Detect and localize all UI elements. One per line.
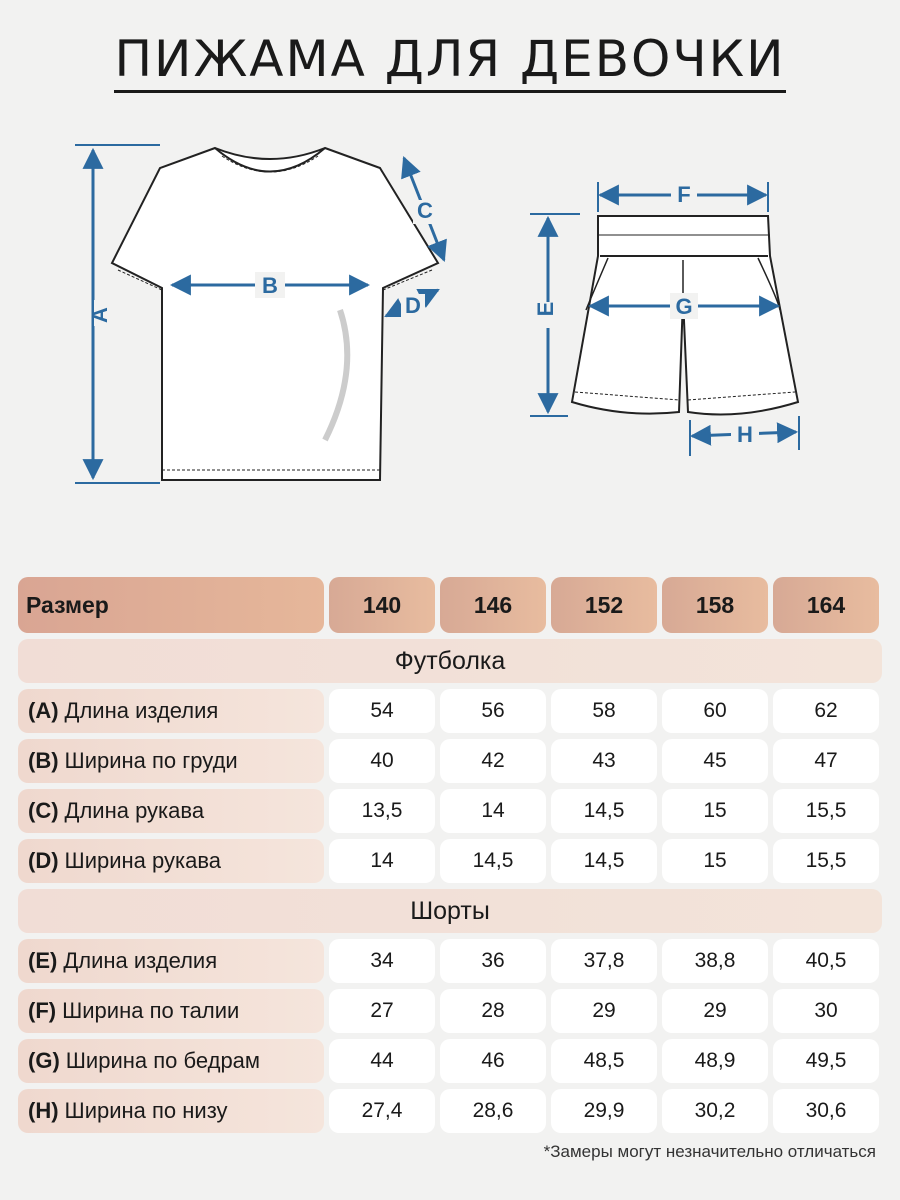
- table-row: [18, 989, 882, 1033]
- table-cell: 30: [773, 989, 879, 1033]
- dim-label-h: H: [737, 422, 753, 447]
- section-title-tshirt: Футболка: [18, 639, 882, 683]
- table-cell: 15,5: [773, 839, 879, 883]
- table-cell: 45: [662, 739, 768, 783]
- table-cell: 14,5: [551, 839, 657, 883]
- table-cell: 27,4: [329, 1089, 435, 1133]
- table-cell: 46: [440, 1039, 546, 1083]
- row-name: Длина рукава: [64, 798, 205, 823]
- row-label: [18, 1039, 324, 1083]
- table-row: [18, 789, 882, 833]
- row-code: (B): [28, 748, 59, 773]
- garment-diagram: [0, 120, 900, 520]
- footnote: *Замеры могут незначительно отличаться: [543, 1142, 876, 1161]
- dim-label-d: D: [405, 293, 421, 318]
- size-header-140: 140: [329, 577, 435, 633]
- table-cell: 34: [329, 939, 435, 983]
- page-title: ПИЖАМА ДЛЯ ДЕВОЧКИ: [0, 30, 900, 88]
- dim-label-b: B: [262, 273, 278, 298]
- row-code: (A): [28, 698, 59, 723]
- table-row: [18, 1089, 882, 1133]
- row-label: [18, 989, 324, 1033]
- dim-label-g: G: [675, 294, 693, 319]
- row-name: Длина изделия: [63, 948, 218, 973]
- dim-label-e: E: [533, 301, 558, 317]
- table-cell: 36: [440, 939, 546, 983]
- table-cell: 42: [440, 739, 546, 783]
- dim-label-a: A: [87, 307, 112, 323]
- table-cell: 38,8: [662, 939, 768, 983]
- row-code: (D): [28, 848, 59, 873]
- table-cell: 44: [329, 1039, 435, 1083]
- row-label: [18, 739, 324, 783]
- table-cell: 15: [662, 789, 768, 833]
- row-name: Ширина рукава: [64, 848, 222, 873]
- row-code: (F): [28, 998, 57, 1023]
- table-row: [18, 939, 882, 983]
- row-code: (C): [28, 798, 59, 823]
- table-cell: 14,5: [551, 789, 657, 833]
- table-cell: 43: [551, 739, 657, 783]
- row-code: (H): [28, 1098, 59, 1123]
- table-cell: 37,8: [551, 939, 657, 983]
- dim-label-c: C: [417, 198, 433, 223]
- row-label: [18, 789, 324, 833]
- table-cell: 30,6: [773, 1089, 879, 1133]
- table-cell: 49,5: [773, 1039, 879, 1083]
- row-label: [18, 839, 324, 883]
- size-header-146: 146: [440, 577, 546, 633]
- table-cell: 14: [440, 789, 546, 833]
- row-code: (E): [28, 948, 58, 973]
- section-title-shorts: Шорты: [18, 889, 882, 933]
- size-header-152: 152: [551, 577, 657, 633]
- table-cell: 28,6: [440, 1089, 546, 1133]
- dim-label-f: F: [677, 182, 691, 207]
- row-name: Длина изделия: [64, 698, 219, 723]
- table-cell: 56: [440, 689, 546, 733]
- table-cell: 48,5: [551, 1039, 657, 1083]
- row-label: [18, 689, 324, 733]
- row-label: [18, 939, 324, 983]
- table-cell: 15,5: [773, 789, 879, 833]
- table-row: [18, 689, 882, 733]
- table-cell: 29: [551, 989, 657, 1033]
- size-header-158: 158: [662, 577, 768, 633]
- table-cell: 14,5: [440, 839, 546, 883]
- table-cell: 62: [773, 689, 879, 733]
- table-cell: 28: [440, 989, 546, 1033]
- table-row: [18, 739, 882, 783]
- table-cell: 60: [662, 689, 768, 733]
- size-header-164: 164: [773, 577, 879, 633]
- table-cell: 27: [329, 989, 435, 1033]
- table-cell: 48,9: [662, 1039, 768, 1083]
- row-code: (G): [28, 1048, 60, 1073]
- table-cell: 29: [662, 989, 768, 1033]
- size-header-label: Размер: [18, 577, 324, 633]
- table-cell: 13,5: [329, 789, 435, 833]
- row-name: Ширина по груди: [64, 748, 238, 773]
- table-cell: 58: [551, 689, 657, 733]
- row-name: Ширина по бедрам: [65, 1048, 261, 1073]
- table-cell: 47: [773, 739, 879, 783]
- size-table: [18, 577, 882, 1139]
- table-cell: 15: [662, 839, 768, 883]
- row-label: [18, 1089, 324, 1133]
- size-header-row: [18, 577, 882, 633]
- row-name: Ширина по талии: [62, 998, 240, 1023]
- table-cell: 14: [329, 839, 435, 883]
- table-cell: 40: [329, 739, 435, 783]
- table-cell: 30,2: [662, 1089, 768, 1133]
- table-cell: 40,5: [773, 939, 879, 983]
- row-name: Ширина по низу: [64, 1098, 228, 1123]
- table-cell: 54: [329, 689, 435, 733]
- table-row: [18, 839, 882, 883]
- table-row: [18, 1039, 882, 1083]
- table-cell: 29,9: [551, 1089, 657, 1133]
